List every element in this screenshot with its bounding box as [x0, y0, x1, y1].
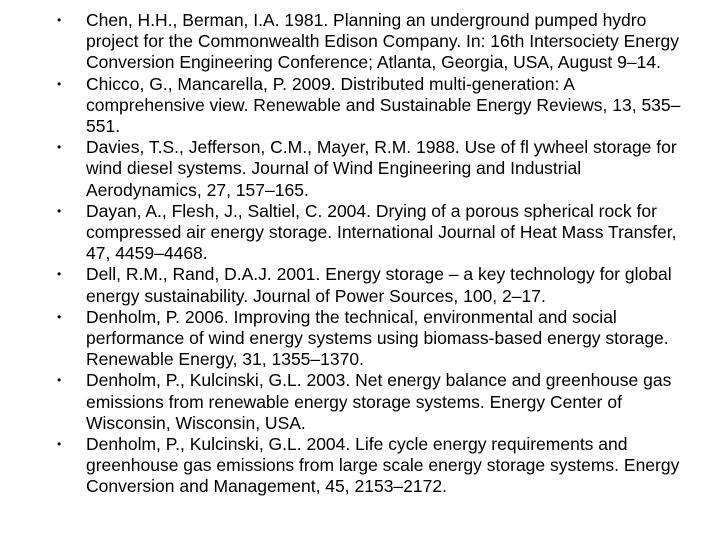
reference-text: Dayan, A., Flesh, J., Saltiel, C. 2004. Drying of a porous spherical rock for compressed air energy storage. International Journal of Heat Mass Transfer, 47, 4459–4468.: [86, 200, 677, 264]
bullet: •: [57, 437, 62, 452]
reference-item-davies: [0, 137, 720, 201]
bullet: •: [57, 140, 62, 155]
bullet: •: [57, 203, 62, 218]
reference-text: Denholm, P., Kulcinski, G.L. 2003. Net energy balance and greenhouse gas emissions from renewable energy storage systems. Energy Center of Wisconsin, Wisconsin, USA.: [86, 370, 672, 433]
bullet: •: [57, 13, 62, 27]
reference-item-dell: [0, 264, 720, 306]
reference-item-dayan: [0, 201, 720, 265]
reference-text: Davies, T.S., Jefferson, C.M., Mayer, R.M. 1988. Use of fl ywheel storage for wind diesel systems. Journal of Wind Engineering and Industrial Aerodynamics, 27, 157–165.: [86, 137, 677, 200]
reference-text: Chen, H.H., Berman, I.A. 1981. Planning an underground pumped hydro project for the Commonwealth Edison Company. In: 16th Intersociety Energy Conversion Engineering Conference; Atlanta, Georgia, USA, August 9–14.: [86, 10, 680, 73]
reference-item-chen: [0, 10, 720, 74]
reference-text: Denholm, P., Kulcinski, G.L. 2004. Life cycle energy requirements and greenhouse gas emissions from large scale energy storage systems. Energy Conversion and Management, 45, 2153–2172.: [86, 434, 680, 497]
reference-text: Denholm, P. 2006. Improving the technical, environmental and social performance of wind energy systems using biomass-based energy storage. Renewable Energy, 31, 1355–1370.: [86, 306, 669, 370]
bullet: •: [57, 373, 62, 388]
reference-item-denholm-2006: [0, 307, 720, 371]
reference-list: [0, 10, 720, 498]
bullet: •: [57, 76, 62, 91]
reference-text: Dell, R.M., Rand, D.A.J. 2001. Energy storage – a key technology for global energy sustainability. Journal of Power Sources, 100, 2–17.: [86, 264, 672, 306]
reference-text: Chicco, G., Mancarella, P. 2009. Distributed multi-generation: A comprehensive view. Renewable and Sustainable Energy Reviews, 13, 535–551.: [86, 73, 681, 137]
reference-item-chicco: [0, 74, 720, 138]
bullet: •: [57, 267, 62, 282]
bullet: •: [57, 309, 62, 324]
reference-item-denholm-2004: [0, 434, 720, 498]
reference-item-denholm-2003: [0, 370, 720, 434]
